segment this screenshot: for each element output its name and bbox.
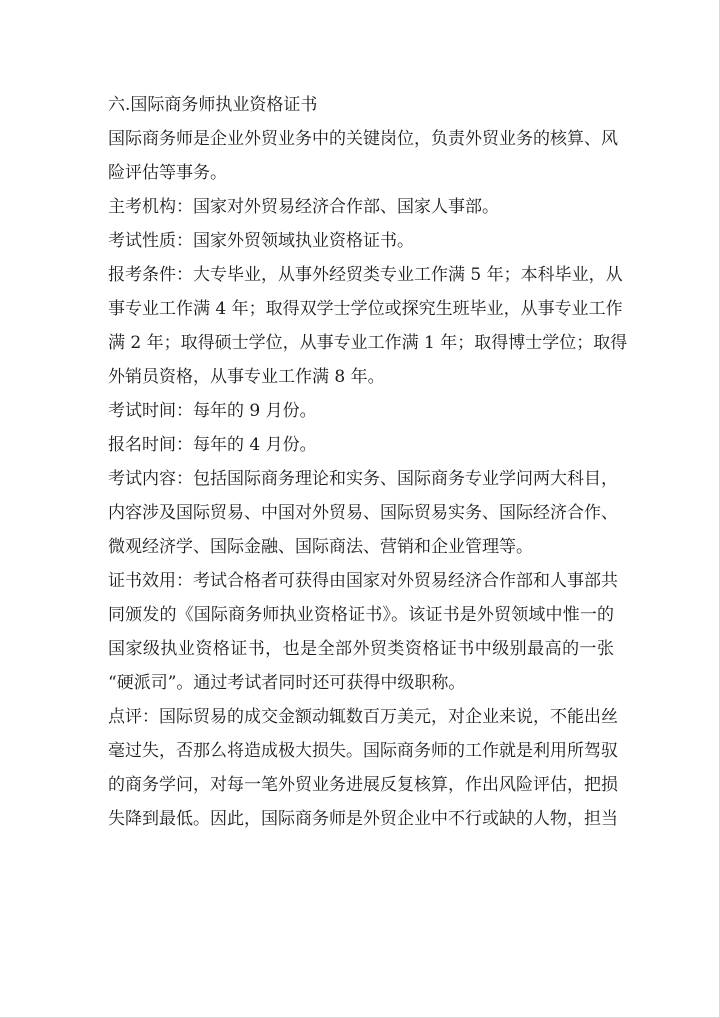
text-line: 报考条件：大专毕业，从事外经贸类专业工作满 5 年；本科毕业，从: [108, 265, 623, 285]
text-line: 考试时间：每年的 9 月份。: [108, 401, 317, 421]
text-line: 内容涉及国际贸易、中国对外贸易、国际贸易实务、国际经济合作、: [108, 503, 618, 523]
paragraph-requirements: [108, 258, 628, 394]
text-line: 考试性质：国家外贸领域执业资格证书。: [108, 231, 414, 251]
text-line: 考试内容：包括国际商务理论和实务、国际商务专业学问两大科目，: [108, 469, 618, 489]
text-line: 国家级执业资格证书，也是全部外贸类资格证书中级别最高的一张: [108, 639, 614, 659]
text-line: 同颁发的《国际商务师执业资格证书》。该证书是外贸领域中惟一的: [108, 605, 614, 625]
text-line: 点评：国际贸易的成交金额动辄数百万美元，对企业来说，不能出丝: [108, 707, 618, 727]
paragraph-exam-time: [108, 394, 614, 428]
text-line: 的商务学问，对每一笔外贸业务进展反复核算，作出风险评估，把损: [108, 775, 618, 795]
document-body: [108, 88, 628, 836]
text-line: 微观经济学、国际金融、国际商法、营销和企业管理等。: [108, 537, 533, 557]
text-line: 国际商务师是企业外贸业务中的关键岗位，负责外贸业务的核算、风: [108, 129, 618, 149]
text-line: 外销员资格，从事专业工作满 8 年。: [108, 367, 385, 387]
text-line: 满 2 年；取得硕士学位，从事专业工作满 1 年；取得博士学位；取得: [108, 333, 628, 353]
text-line: 证书效用：考试合格者可获得由国家对外贸易经济合作部和人事部共: [108, 571, 618, 591]
text-line: 报名时间：每年的 4 月份。: [108, 435, 317, 455]
text-line: “硬派司”。通过考试者同时还可获得中级职称。: [108, 673, 466, 693]
paragraph-nature: [108, 224, 614, 258]
section-heading: [108, 88, 614, 122]
text-line: 主考机构：国家对外贸易经济合作部、国家人事部。: [108, 197, 499, 217]
paragraph-commentary: [108, 700, 618, 836]
text-line: 毫过失，否那么将造成极大损失。国际商务师的工作就是利用所驾驭: [108, 741, 618, 761]
text-line: 险评估等事务。: [108, 163, 227, 183]
paragraph-organizer: [108, 190, 614, 224]
paragraph-intro: [108, 122, 618, 190]
text-line: 失降到最低。因此，国际商务师是外贸企业中不行或缺的人物，担当: [108, 809, 618, 829]
paragraph-certificate-value: [108, 564, 618, 700]
paragraph-registration-time: [108, 428, 614, 462]
section-heading-text: 六.国际商务师执业资格证书: [108, 95, 318, 115]
text-line: 事专业工作满 4 年；取得双学士学位或探究生班毕业，从事专业工作: [108, 299, 623, 319]
paragraph-exam-content: [108, 462, 618, 564]
